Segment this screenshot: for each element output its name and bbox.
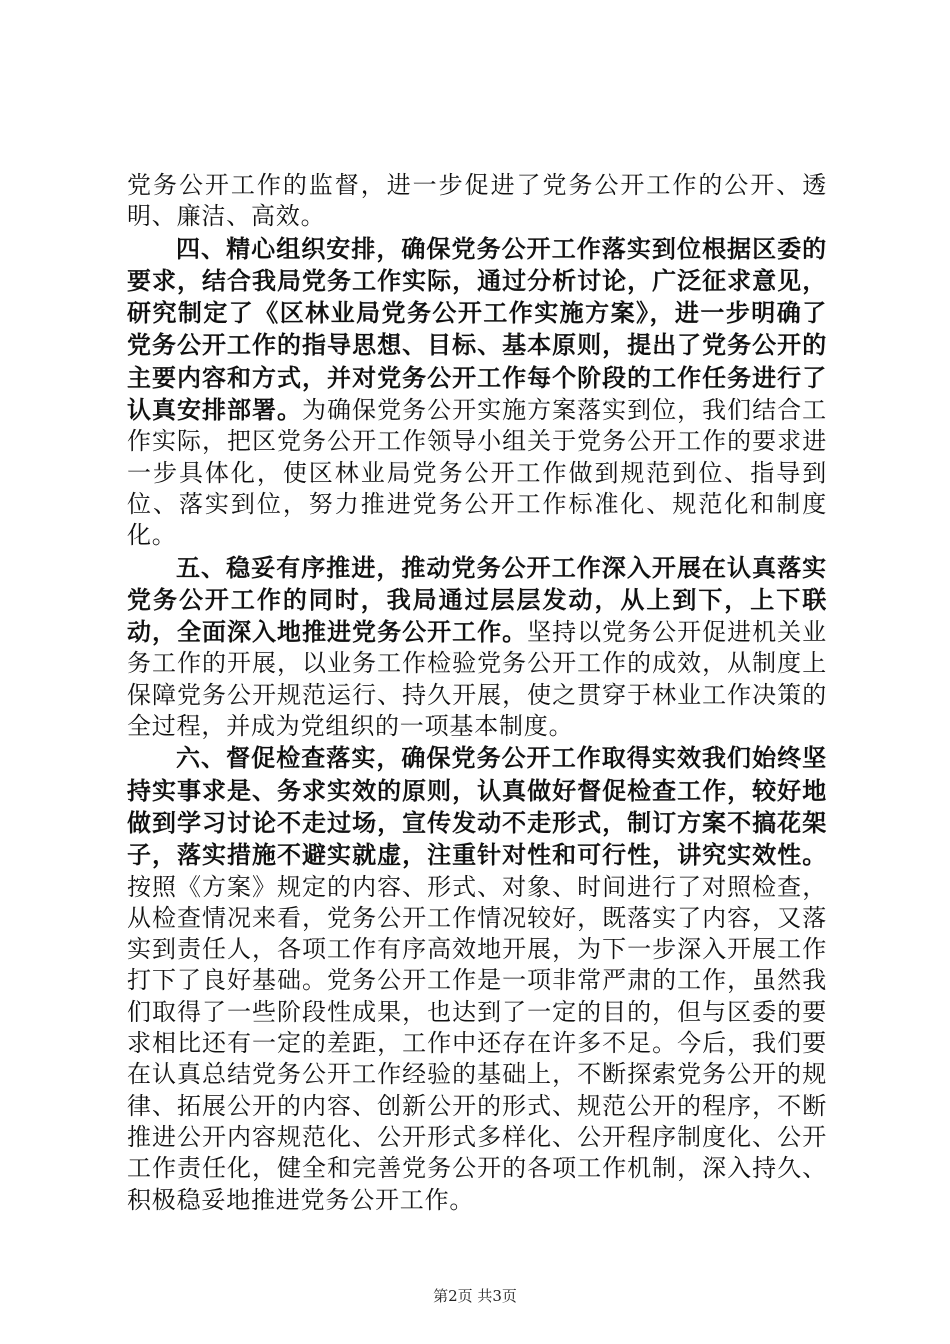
section-five-paragraph — [127, 552, 827, 743]
page-footer: 第2页 共3页 — [433, 1287, 517, 1305]
section-six-heading: 六、督促检查落实，确保党务公开工作取得实效我们始终坚持实事求是、务求实效的原则，认真做好督促检查工作，较好地做到学习讨论不走过场，宣传发动不走形式，制订方案不搞花架子，落实措施不避实就虚，注重针对性和可行性，讲究实效性。 — [127, 743, 827, 870]
section-four-heading: 四、精心组织安排，确保党务公开工作落实到位根据区委的要求，结合我局党务工作实际，通过分析讨论，广泛征求意见，研究制定了《区林业局党务公开工作实施方案》，进一步明确了党务公开工作的指导思想、目标、基本原则，提出了党务公开的主要内容和方式，并对党务公开工作每个阶段的工作任务进行了认真安排部署。 — [127, 233, 827, 425]
section-four-paragraph — [127, 233, 827, 552]
continuation-paragraph: 党务公开工作的监督，进一步促进了党务公开工作的公开、透明、廉洁、高效。 — [127, 171, 827, 231]
section-six-paragraph — [127, 742, 827, 1215]
section-six-body: 按照《方案》规定的内容、形式、对象、时间进行了对照检查，从检查情况来看，党务公开工作情况较好，既落实了内容，又落实到责任人，各项工作有序高效地开展，为下一步深入开展工作打下了良好基础。党务公开工作是一项非常严肃的工作，虽然我们取得了一些阶段性成果，也达到了一定的目的，但与区委的要求相比还有一定的差距，工作中还存在许多不足。今后，我们要在认真总结党务公开工作经验的基础上，不断探索党务公开的规律、拓展公开的内容、创新公开的形式、规范公开的程序，不断推进公开内容规范化、公开形式多样化、公开程序制度化、公开工作责任化，健全和完善党务公开的各项工作机制，深入持久、积极稳妥地推进党务公开工作。 — [127, 872, 827, 1214]
document-page — [127, 170, 827, 1216]
section-five-body: 坚持以党务公开促进机关业务工作的开展，以业务工作检验党务公开工作的成效，从制度上保障党务公开规范运行、持久开展，使之贯穿于林业工作决策的全过程，并成为党组织的一项基本制度。 — [127, 618, 827, 741]
section-five-heading: 五、稳妥有序推进，推动党务公开工作深入开展在认真落实党务公开工作的同时，我局通过层层发动，从上到下，上下联动，全面深入地推进党务公开工作。 — [127, 552, 827, 647]
section-four-body: 为确保党务公开实施方案落实到位，我们结合工作实际，把区党务公开工作领导小组关于党务公开工作的要求进一步具体化，使区林业局党务公开工作做到规范到位、指导到位、落实到位，努力推进党务公开工作标准化、规范化和制度化。 — [127, 396, 827, 550]
